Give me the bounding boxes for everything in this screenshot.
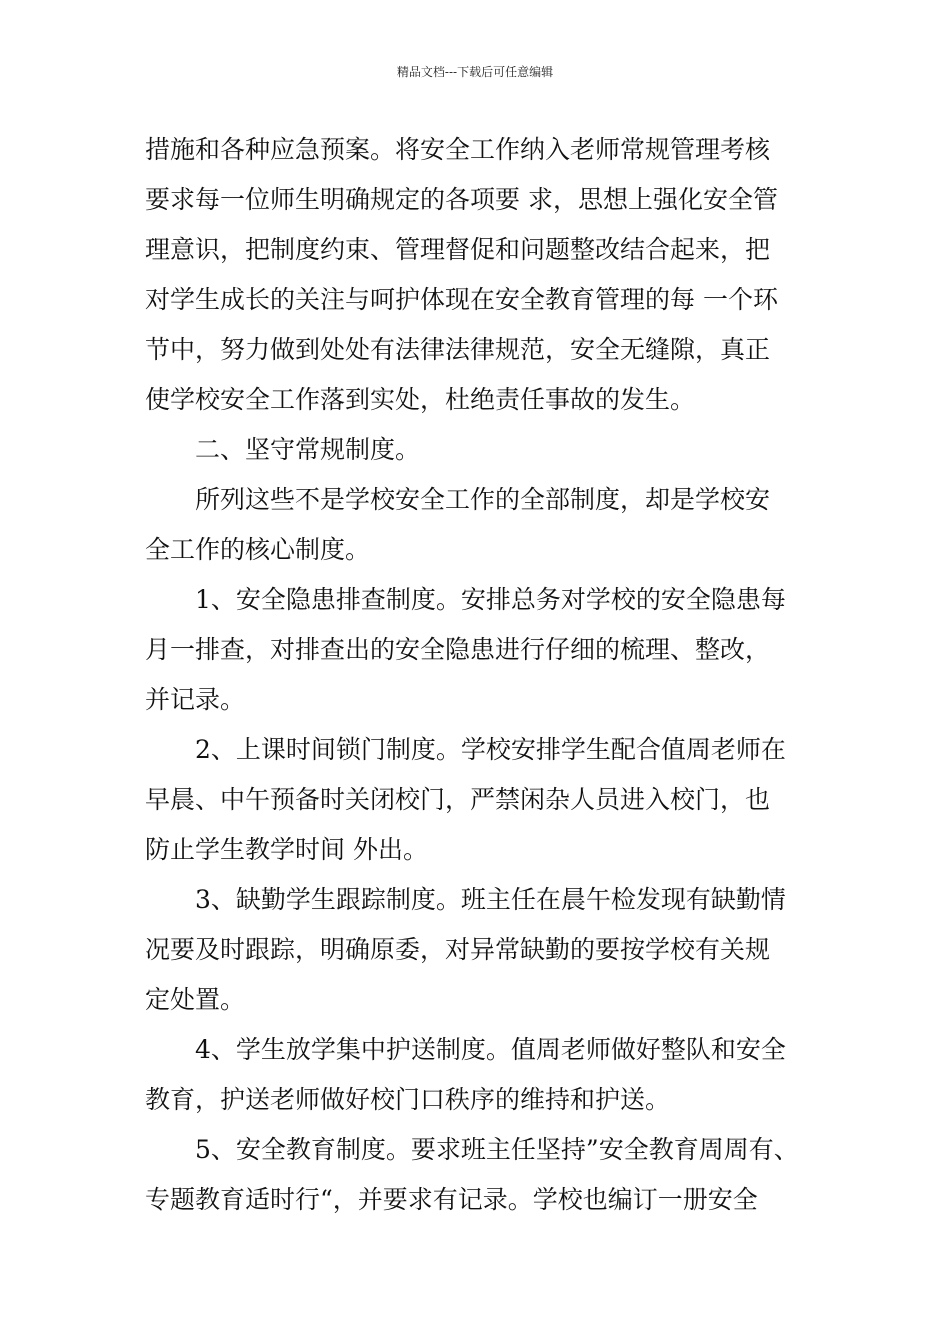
text-line: 对学生成长的关注与呵护体现在安全教育管理的每 一个环 — [145, 285, 778, 314]
text-line: 节中，努力做到处处有法律法律规范，安全无缝隙，真正 — [145, 335, 771, 364]
text-line: 要求每一位师生明确规定的各项要 求，思想上强化安全管 — [145, 185, 778, 214]
text-line: 使学校安全工作落到实处，杜绝责任事故的发生。 — [145, 385, 696, 414]
list-item-4: 4、学生放学集中护送制度。值周老师做好整队和安全 — [195, 1035, 786, 1064]
list-item-5: 5、安全教育制度。要求班主任坚持”安全教育周周有、 — [195, 1135, 799, 1164]
text-line: 防止学生教学时间 外出。 — [145, 835, 428, 864]
text-line: 况要及时跟踪，明确原委，对异常缺勤的要按学校有关规 — [145, 935, 771, 964]
document-body — [145, 125, 825, 1225]
page-header: 精品文档---下载后可任意编辑 — [396, 65, 554, 79]
list-item-3: 3、缺勤学生跟踪制度。班主任在晨午检发现有缺勤情 — [195, 885, 786, 914]
text-line: 所列这些不是学校安全工作的全部制度，却是学校安 — [195, 485, 771, 514]
section-heading: 二、坚守常规制度。 — [195, 435, 421, 464]
text-line: 教育，护送老师做好校门口秩序的维持和护送。 — [145, 1085, 671, 1114]
list-item-2: 2、上课时间锁门制度。学校安排学生配合值周老师在 — [195, 735, 786, 764]
text-line: 定处置。 — [145, 985, 246, 1014]
text-line: 专题教育适时行“，并要求有记录。学校也编订一册安全 — [145, 1185, 758, 1214]
text-line: 全工作的核心制度。 — [145, 535, 371, 564]
text-line: 早晨、中午预备时关闭校门，严禁闲杂人员进入校门，也 — [145, 785, 771, 814]
text-line: 理意识，把制度约束、管理督促和问题整改结合起来，把 — [145, 235, 771, 264]
text-line: 月一排查，对排查出的安全隐患进行仔细的梳理、整改， — [145, 635, 771, 664]
list-item-1: 1、安全隐患排查制度。安排总务对学校的安全隐患每 — [195, 585, 786, 614]
text-line: 措施和各种应急预案。将安全工作纳入老师常规管理考核 — [145, 135, 771, 164]
text-line: 并记录。 — [145, 685, 246, 714]
